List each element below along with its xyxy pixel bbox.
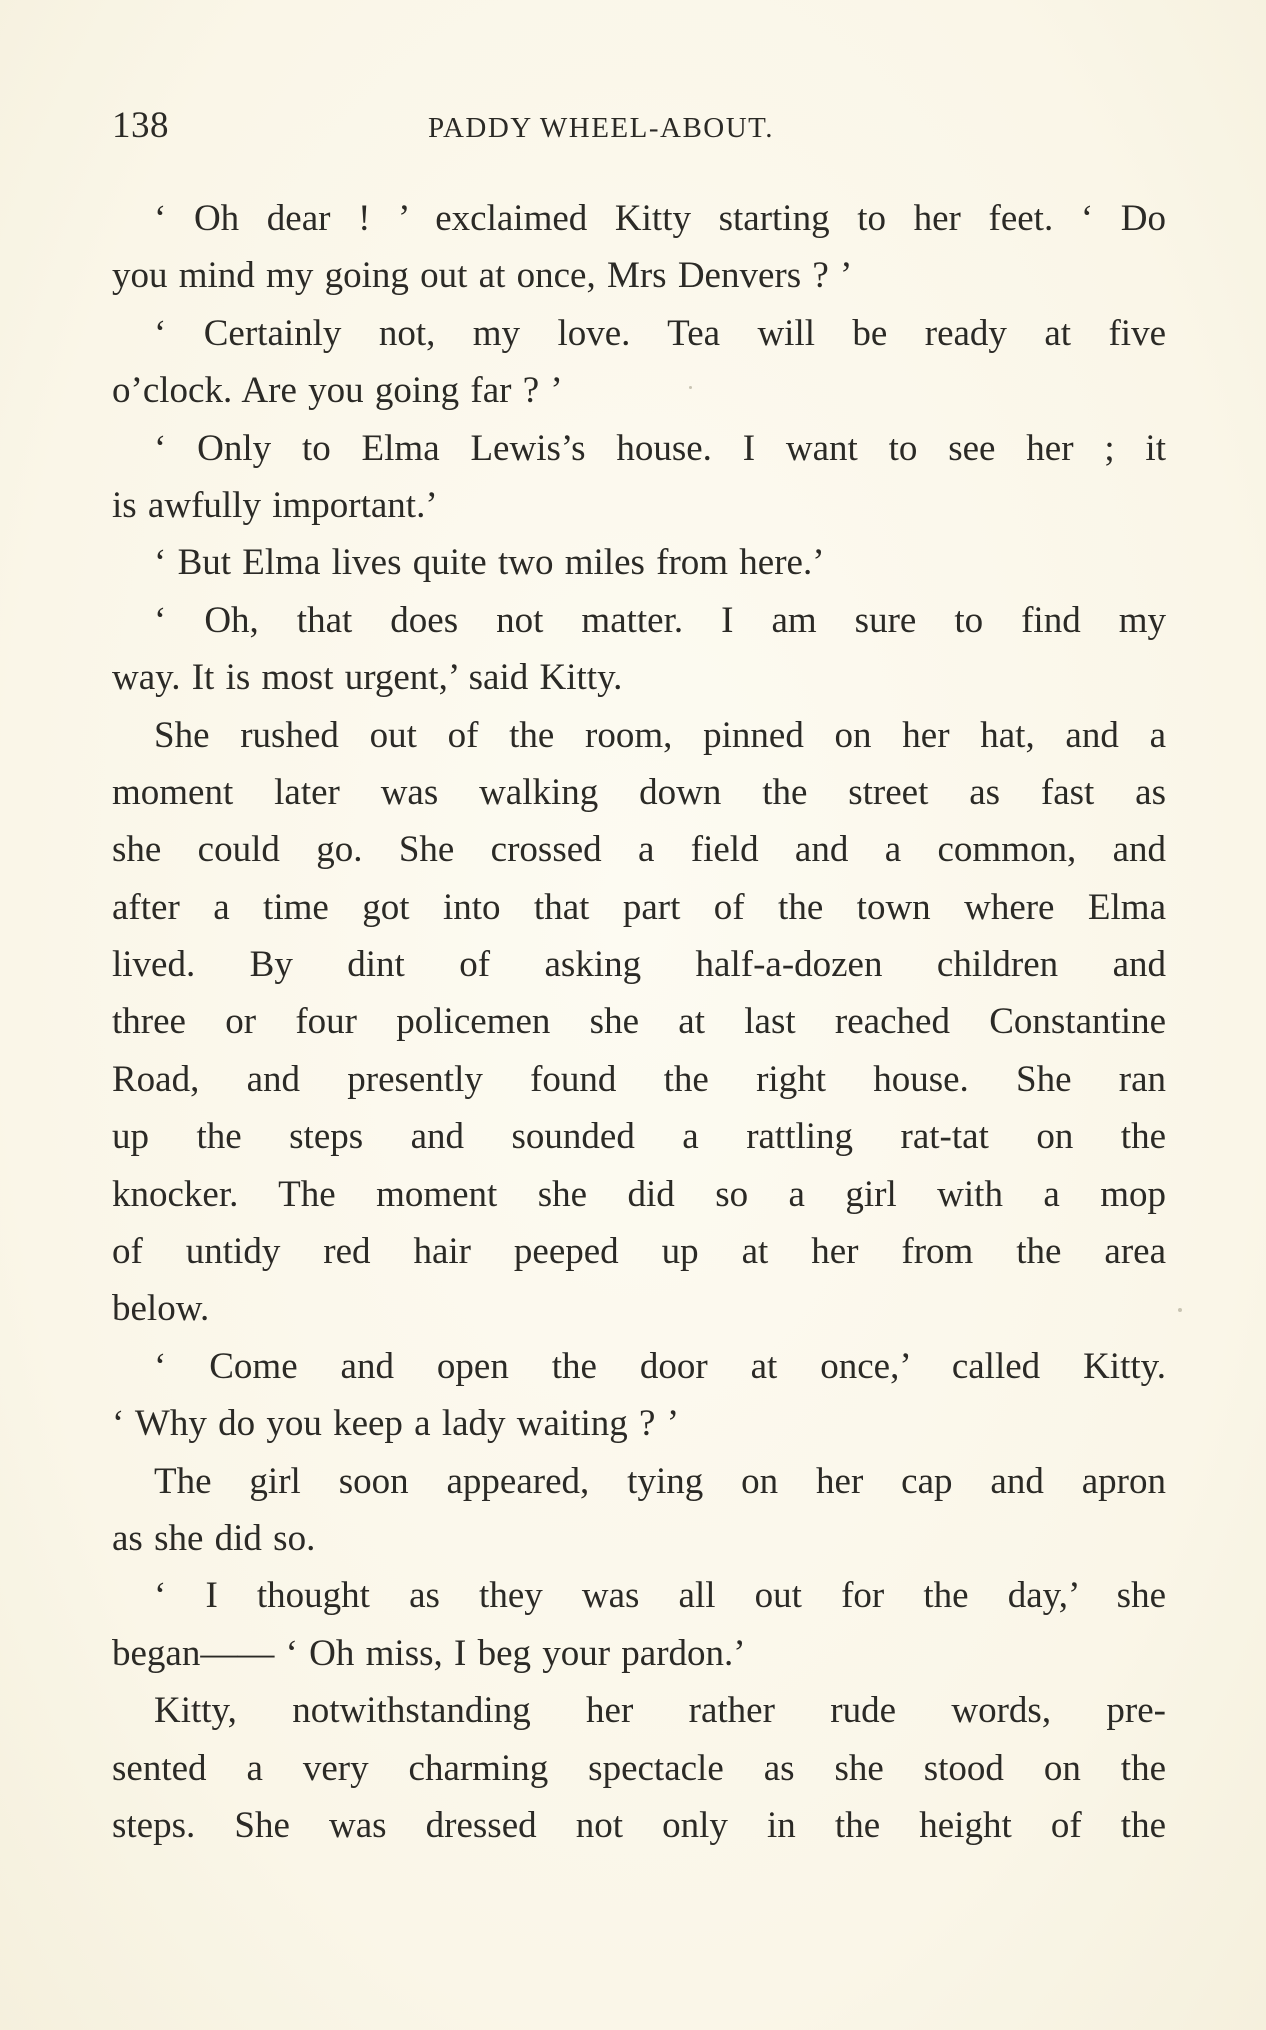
text-line: ‘ Only to Elma Lewis’s house. I want to see her ; it	[154, 427, 1166, 469]
text-line: o’clock. Are you going far ? ’	[112, 370, 563, 412]
text-line: ‘ Certainly not, my love. Tea will be ready at five	[154, 312, 1166, 354]
text-line: knocker. The moment she did so a girl with a mop	[112, 1173, 1166, 1215]
text-line: She rushed out of the room, pinned on her hat, and a	[154, 714, 1166, 756]
paper-speck	[1178, 1308, 1182, 1312]
text-line: below.	[112, 1288, 210, 1330]
text-line: ‘ I thought as they was all out for the day,’ she	[154, 1575, 1166, 1617]
text-line: Kitty, notwithstanding her rather rude words, pre-	[154, 1690, 1166, 1732]
text-line: way. It is most urgent,’ said Kitty.	[112, 657, 623, 699]
text-line: sented a very charming spectacle as she stood on the	[112, 1747, 1166, 1789]
text-line: steps. She was dressed not only in the height of the	[112, 1804, 1166, 1846]
text-line: ‘ Oh, that does not matter. I am sure to find my	[154, 599, 1166, 641]
text-line: The girl soon appeared, tying on her cap and apron	[154, 1460, 1166, 1502]
text-line: up the steps and sounded a rattling rat-tat on the	[112, 1116, 1166, 1158]
body-text	[112, 190, 1166, 1854]
text-line: is awfully important.’	[112, 484, 438, 526]
page-header	[112, 104, 1166, 154]
text-line: ‘ But Elma lives quite two miles from here.’	[154, 542, 825, 584]
text-line: ‘ Why do you keep a lady waiting ? ’	[112, 1403, 680, 1445]
text-line: three or four policemen she at last reached Constantine	[112, 1001, 1166, 1043]
text-line: moment later was walking down the street as fast as	[112, 771, 1166, 813]
text-line: she could go. She crossed a field and a common, and	[112, 829, 1166, 871]
text-line: as she did so.	[112, 1517, 316, 1559]
page-number: 138	[112, 105, 169, 146]
text-line: ‘ Oh dear ! ’ exclaimed Kitty starting to her feet. ‘ Do	[154, 198, 1166, 239]
text-line: after a time got into that part of the town where Elma	[112, 886, 1166, 928]
text-line: began—— ‘ Oh miss, I beg your pardon.’	[112, 1632, 746, 1674]
text-line: you mind my going out at once, Mrs Denvers ? ’	[112, 255, 853, 297]
paper-speck	[689, 386, 692, 389]
running-title: PADDY WHEEL-ABOUT.	[428, 112, 774, 144]
text-line: Road, and presently found the right house. She ran	[112, 1058, 1166, 1100]
text-line: ‘ Come and open the door at once,’ called Kitty.	[154, 1345, 1166, 1387]
text-line: lived. By dint of asking half-a-dozen children and	[112, 944, 1166, 986]
text-line: of untidy red hair peeped up at her from the area	[112, 1231, 1166, 1273]
